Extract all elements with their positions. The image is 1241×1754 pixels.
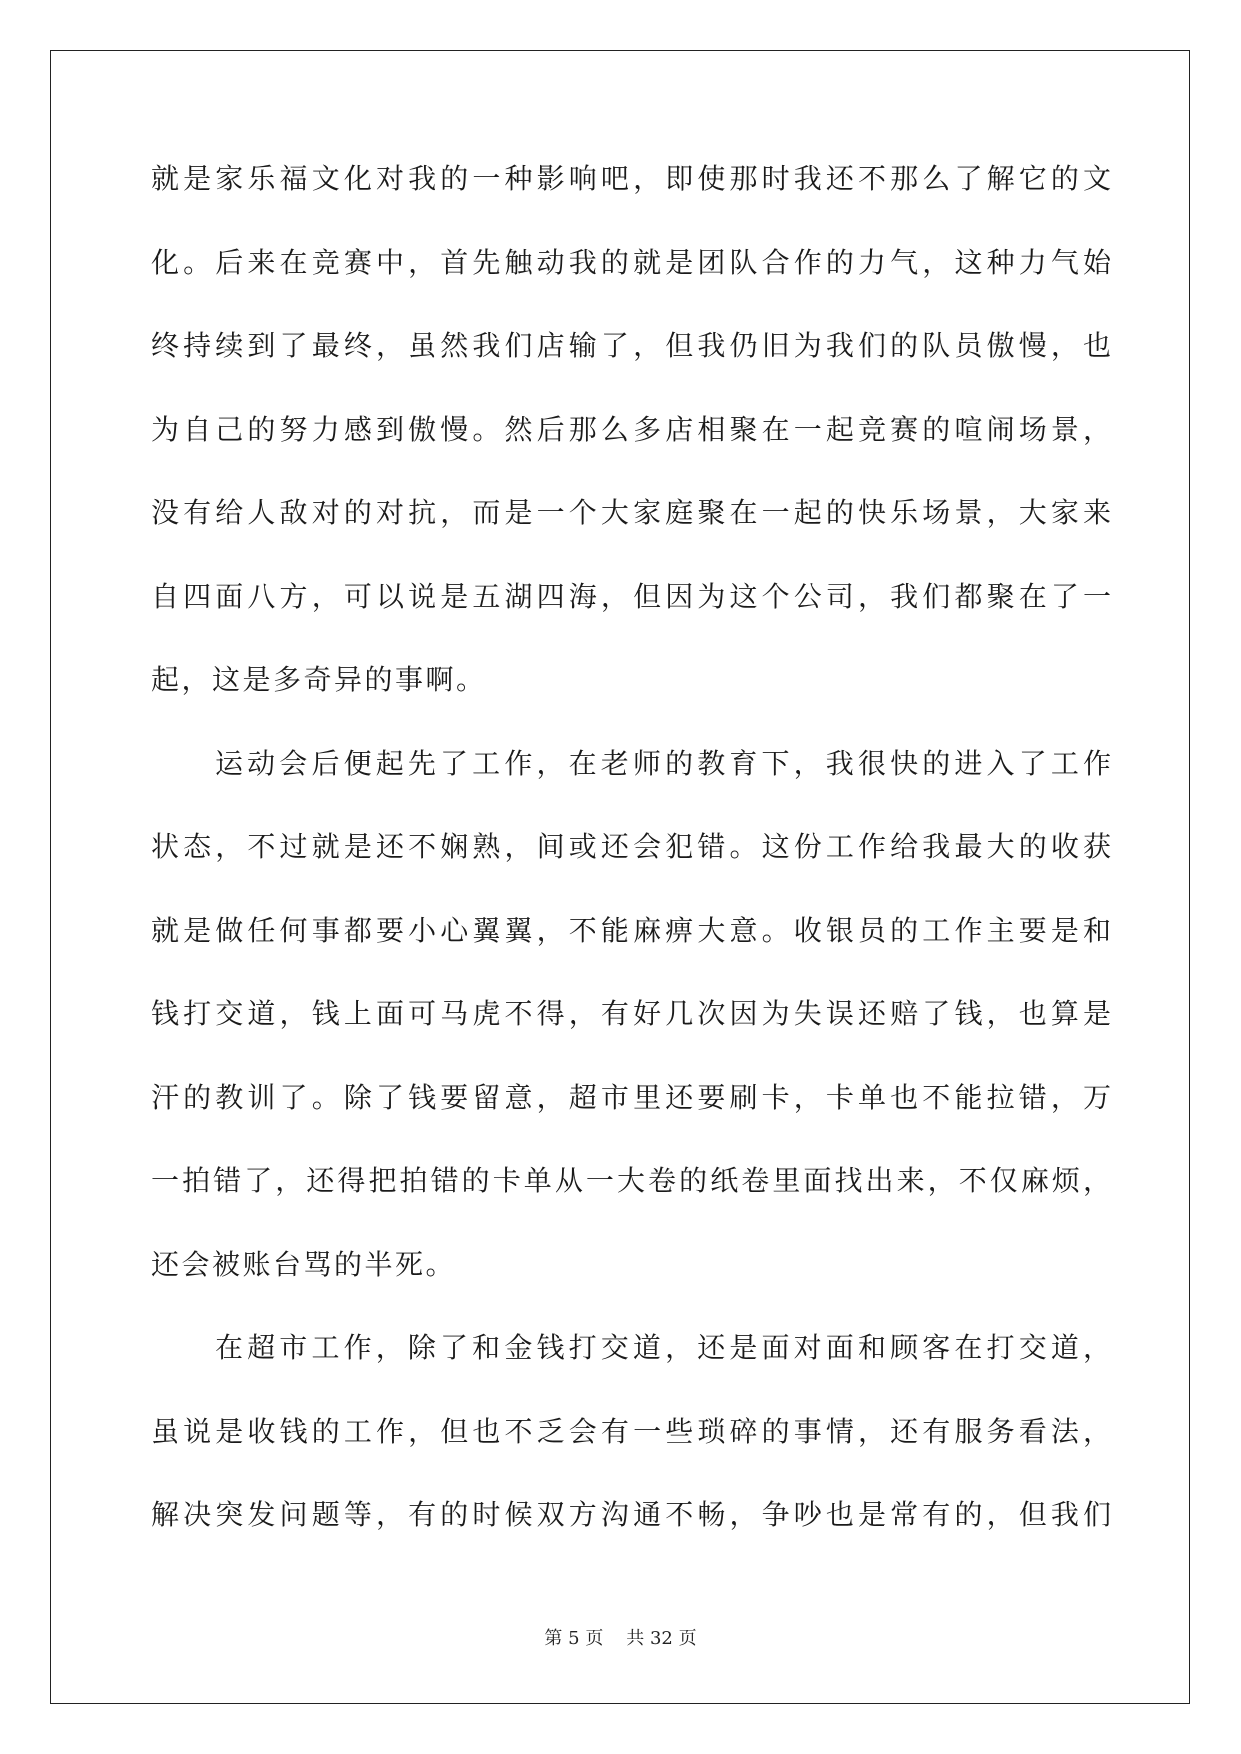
text-line: 化。后来在竞赛中，首先触动我的就是团队合作的力气，这种力气始 (151, 245, 1111, 279)
text-line: 钱打交道，钱上面可马虎不得，有好几次因为失误还赔了钱，也算是 (151, 997, 1111, 1030)
text-line: 解决突发问题等，有的时候双方沟通不畅，争吵也是常有的，但我们 (151, 1498, 1111, 1531)
text-line-paragraph-start: 运动会后便起先了工作，在老师的教育下，我很快的进入了工作 (215, 746, 1111, 780)
text-line: 汗的教训了。除了钱要留意，超市里还要刷卡，卡单也不能拉错，万 (151, 1080, 1111, 1114)
page-footer (0, 1627, 1241, 1651)
document-body (151, 156, 1111, 1576)
text-line: 起，这是多奇异的事啊。 (151, 663, 487, 696)
page-total: 共 32 页 (626, 1628, 697, 1649)
text-line: 没有给人敌对的对抗，而是一个大家庭聚在一起的快乐场景，大家来 (151, 496, 1111, 529)
text-line: 自四面八方，可以说是五湖四海，但因为这个公司，我们都聚在了一 (151, 579, 1111, 613)
text-line: 终持续到了最终，虽然我们店输了，但我仍旧为我们的队员傲慢，也 (151, 329, 1111, 362)
text-line: 状态，不过就是还不娴熟，间或还会犯错。这份工作给我最大的收获 (151, 830, 1111, 863)
text-line: 为自己的努力感到傲慢。然后那么多店相聚在一起竞赛的喧闹场景， (151, 412, 1111, 446)
text-line: 还会被账台骂的半死。 (151, 1247, 457, 1281)
text-line: 就是做任何事都要小心翼翼，不能麻痹大意。收银员的工作主要是和 (151, 913, 1111, 947)
text-line: 一拍错了，还得把拍错的卡单从一大卷的纸卷里面找出来，不仅麻烦， (151, 1164, 1111, 1197)
text-line: 虽说是收钱的工作，但也不乏会有一些琐碎的事情，还有服务看法， (151, 1414, 1111, 1448)
text-line-paragraph-start: 在超市工作，除了和金钱打交道，还是面对面和顾客在打交道， (215, 1331, 1111, 1364)
text-line: 就是家乐福文化对我的一种影响吧，即使那时我还不那么了解它的文 (151, 162, 1111, 195)
page-number: 第 5 页 (544, 1628, 604, 1649)
